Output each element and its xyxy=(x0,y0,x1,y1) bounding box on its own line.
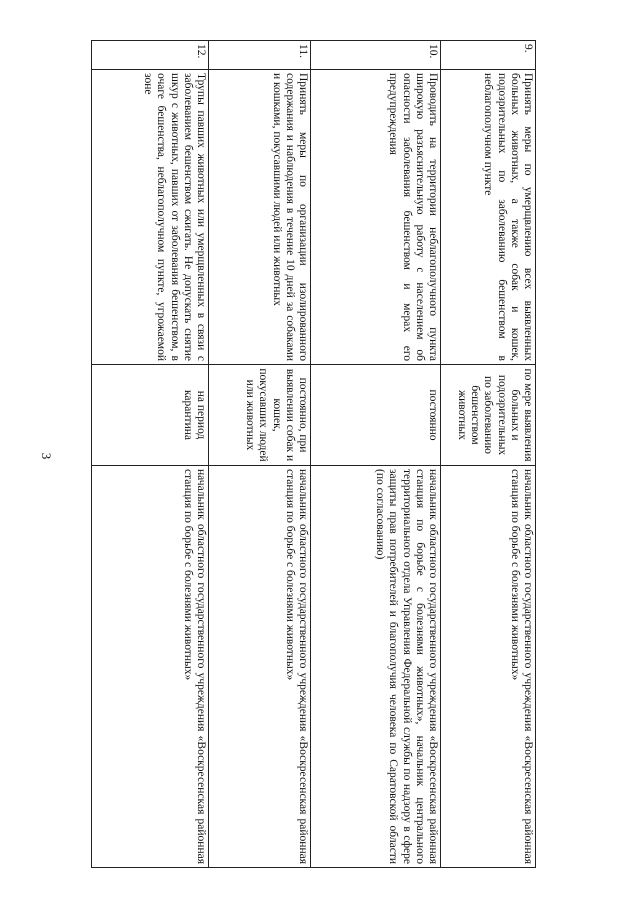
measures-table xyxy=(91,40,536,868)
row-term: постоянно, при выявлении собак и кошек, покусавших людей или животных xyxy=(209,365,311,466)
row-responsible: начальник областного государственного учреждения «Воскресенская районная станция по борьбе с болезнями животных» xyxy=(441,466,536,868)
table-row xyxy=(209,41,311,868)
row-number: 11. xyxy=(209,41,311,70)
row-term: постоянно xyxy=(311,365,441,466)
table-row xyxy=(92,41,209,868)
row-task: Принять меры по организации изолированного содержания и наблюдения в течение 10 дней за собаками и кошками, покусавшими людей или животных xyxy=(209,70,311,365)
row-task: Принять меры по умерщвлению всех выявленных больных животных, а также собак и кошек, подозрительных по заболеванию бешенством в неблагополучном пункте xyxy=(441,70,536,365)
row-task: Трупы павших животных или умерщвленных в связи с заболеванием бешенством сжигать. Не допускать снятие шкур с животных, павших от заболевания бешенством, в очаге бешенства, неблагополучном пункте, угрожаемой зоне xyxy=(92,70,209,365)
table-row xyxy=(311,41,441,868)
row-task: Проводить на территории неблагополучного пункта широкую разъяснительную работу с населением об опасности заболевания бешенством и мерах его предупреждения xyxy=(311,70,441,365)
row-number: 9. xyxy=(441,41,536,70)
row-number: 12. xyxy=(92,41,209,70)
row-responsible: начальник областного государственного учреждения «Воскресенская районная станция по борьбе с болезнями животных» xyxy=(92,466,209,868)
row-responsible: начальник областного государственного учреждения «Воскресенская районная станция по борьбе с болезнями животных» xyxy=(209,466,311,868)
row-term: по мере выявления больных и подозрительных по заболеванию бешенством животных xyxy=(441,365,536,466)
row-term: на период карантина xyxy=(92,365,209,466)
page-number: 3 xyxy=(39,452,54,460)
row-responsible: начальник областного государственного учреждения «Воскресенская районная станция по борьбе с болезнями животных», начальник центрального территориального отдела Управления Федеральной службы по надзору в сфере защиты прав потребителей и благополучия человека по Саратовской области (по согласованию) xyxy=(311,466,441,868)
rotated-table-container xyxy=(92,40,536,868)
row-number: 10. xyxy=(311,41,441,70)
table-row xyxy=(441,41,536,868)
